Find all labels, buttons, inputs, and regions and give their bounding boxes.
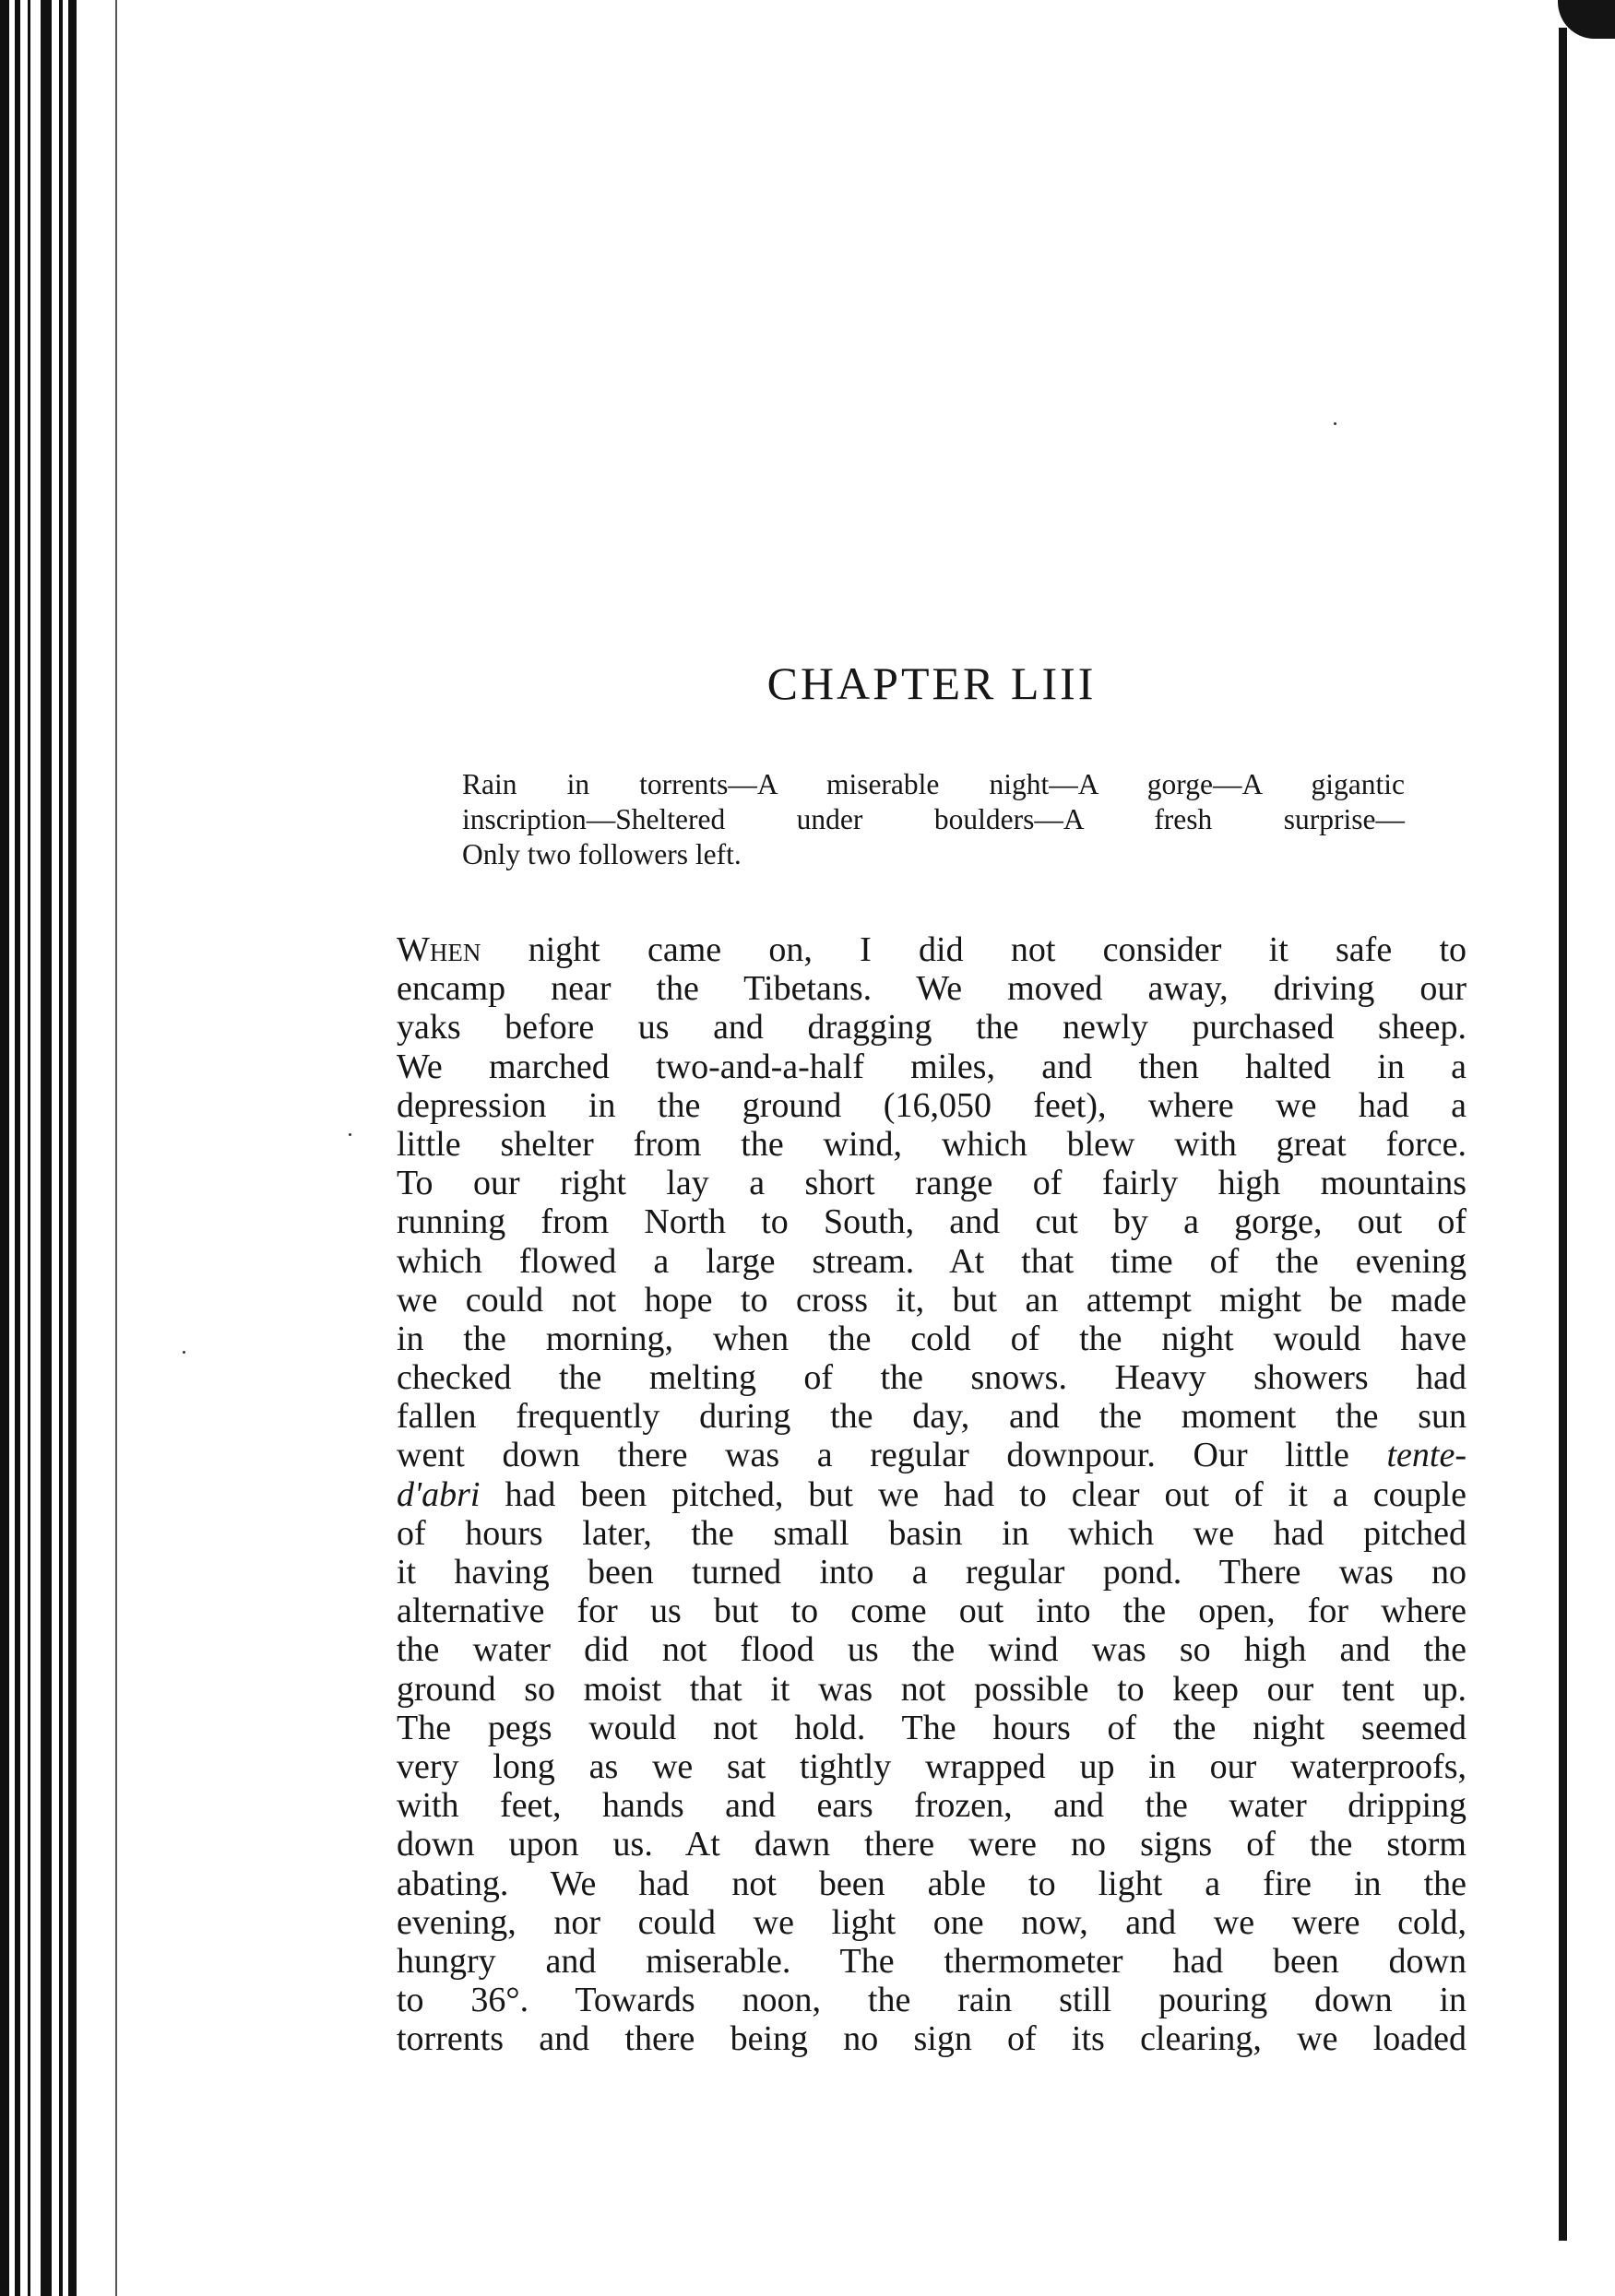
body-line: hungry and miserable. The thermometer had been down xyxy=(397,1941,1467,1981)
body-line: little shelter from the wind, which blew with great force. xyxy=(397,1124,1467,1164)
body-line: checked the melting of the snows. Heavy showers had xyxy=(397,1358,1467,1398)
body-line: it having been turned into a regular pond. There was no xyxy=(397,1553,1467,1592)
body-line: torrents and there being no sign of its clearing, we loaded xyxy=(397,2019,1467,2059)
body-line: which flowed a large stream. At that time of the evening xyxy=(397,1241,1467,1281)
body-line: down upon us. At dawn there were no signs of the storm xyxy=(397,1825,1467,1864)
body-line: evening, nor could we light one now, and we were cold, xyxy=(397,1902,1467,1942)
page-right-edge xyxy=(1550,0,1615,2296)
body-line: fallen frequently during the day, and the moment the sun xyxy=(397,1397,1467,1437)
body-line: alternative for us but to come out into the open, for where xyxy=(397,1592,1467,1631)
body-line: depression in the ground (16,050 feet), where we had a xyxy=(397,1085,1467,1125)
page-binding-edge xyxy=(0,0,120,2296)
body-line-text: night came on, I did not consider it safe to xyxy=(481,930,1467,969)
chapter-title: CHAPTER LIII xyxy=(766,657,1097,709)
synopsis-line: inscription—Sheltered under boulders—A fresh surprise— xyxy=(462,803,1405,835)
body-line xyxy=(397,1436,1467,1474)
body-line: encamp near the Tibetans. We moved away, driving our xyxy=(397,969,1467,1009)
italic-term: d'abri xyxy=(397,1474,481,1514)
body-line: very long as we sat tightly wrapped up in our waterproofs, xyxy=(397,1746,1467,1786)
scan-speck xyxy=(1334,422,1336,425)
body-line: abating. We had not been able to light a fire in the xyxy=(397,1864,1467,1903)
body-line: to 36°. Towards noon, the rain still pouring down in xyxy=(397,1981,1467,2020)
body-line: The pegs would not hold. The hours of the night seemed xyxy=(397,1708,1467,1747)
body-line-text: had been pitched, but we had to clear out of it a couple xyxy=(480,1474,1467,1514)
body-line-text: went down there was a regular downpour. Our little xyxy=(397,1436,1387,1475)
synopsis-line: Rain in torrents—A miserable night—A gorge—A gigantic xyxy=(462,768,1405,800)
body-line: We marched two-and-a-half miles, and then halted in a xyxy=(397,1047,1467,1086)
chapter-body-text xyxy=(397,930,1467,2058)
chapter-synopsis xyxy=(462,767,1405,872)
italic-term: tente- xyxy=(1386,1436,1467,1475)
scan-speck xyxy=(183,1351,185,1354)
body-line: running from North to South, and cut by a gorge, out of xyxy=(397,1202,1467,1242)
body-line: we could not hope to cross it, but an attempt might be made xyxy=(397,1280,1467,1320)
body-line xyxy=(397,930,1467,969)
body-line: the water did not flood us the wind was so high and the xyxy=(397,1630,1467,1670)
body-line: in the morning, when the cold of the night would have xyxy=(397,1319,1467,1358)
opening-word: When xyxy=(397,930,481,969)
synopsis-line: Only two followers left. xyxy=(462,838,742,870)
body-line: To our right lay a short range of fairly high mountains xyxy=(397,1164,1467,1203)
body-line: of hours later, the small basin in which we had pitched xyxy=(397,1513,1467,1553)
scan-speck xyxy=(349,1133,351,1136)
body-line: ground so moist that it was not possible to keep our tent up. xyxy=(397,1669,1467,1709)
body-line: with feet, hands and ears frozen, and the water dripping xyxy=(397,1786,1467,1826)
body-line: yaks before us and dragging the newly purchased sheep. xyxy=(397,1008,1467,1047)
body-line xyxy=(397,1475,1467,1514)
